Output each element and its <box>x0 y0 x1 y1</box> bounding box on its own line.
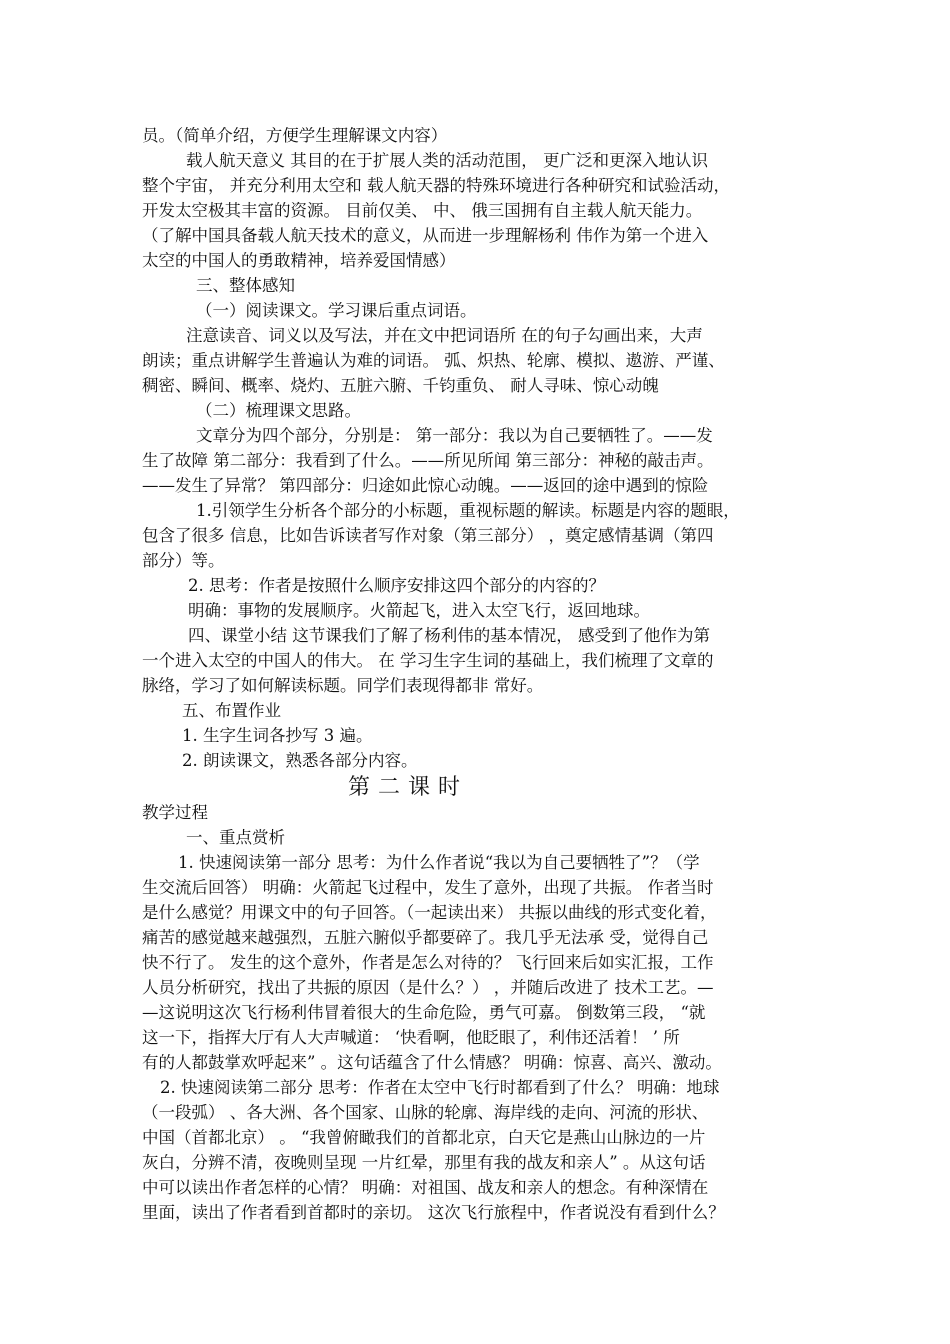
text-line: 脉络，学习了如何解读标题。同学们表现得都非 常好。 <box>142 676 544 695</box>
text-line: 朗读；重点讲解学生普遍认为难的词语。 弧、炽热、轮廓、模拟、遨游、严谨、 <box>142 351 725 370</box>
text-line: 灰白，分辨不清，夜晚则呈现 一片红晕，那里有我的战友和亲人” 。从这句话 <box>142 1153 706 1172</box>
text-line: 稠密、瞬间、概率、烧灼、五脏六腑、千钧重负、 耐人寻味、惊心动魄 <box>142 376 659 395</box>
text-line: 是什么感觉？用课文中的句子回答。（一起读出来） 共振以曲线的形式变化着， <box>142 903 717 922</box>
text-line: 开发太空极其丰富的资源。 目前仅美、 中、 俄三国拥有自主载人航天能力。 <box>142 201 703 220</box>
section-heading: 一、重点赏析 <box>186 828 285 847</box>
text-line: 中国（首都北京） 。 “我曾俯瞰我们的首都北京，白天它是燕山山脉边的一片 <box>142 1128 706 1147</box>
text-line: 生交流后回答） 明确：火箭起飞过程中，发生了意外，出现了共振。 作者当时 <box>142 878 714 897</box>
text-line: 注意读音、词义以及写法，并在文中把词语所 在的句子勾画出来，大声 <box>186 326 703 345</box>
text-line: 一个进入太空的中国人的伟大。 在 学习生字生词的基础上，我们梳理了文章的 <box>142 651 714 670</box>
text-line: （一段弧） 、各大洲、各个国家、山脉的轮廓、海岸线的走向、河流的形状、 <box>142 1103 709 1122</box>
text-line: 痛苦的感觉越来越强烈，五脏六腑似乎都要碎了。我几乎无法承 受，觉得自己 <box>142 928 709 947</box>
text-line: 2. 快速阅读第二部分 思考：作者在太空中飞行时都看到了什么？ 明确：地球 <box>160 1078 720 1097</box>
text-line: ——发生了异常？ 第四部分：归途如此惊心动魄。——返回的途中遇到的惊险 <box>142 476 709 495</box>
text-line: 太空的中国人的勇敢精神，培养爱国情感） <box>142 251 456 270</box>
text-line: 1.引领学生分析各个部分的小标题，重视标题的解读。标题是内容的题眼， <box>196 501 740 520</box>
text-line: 包含了很多 信息，比如告诉读者写作对象（第三部分） ，奠定感情基调（第四 <box>142 526 714 545</box>
section-heading: 三、整体感知 <box>196 276 295 295</box>
section-heading: 五、布置作业 <box>182 701 281 720</box>
text-line: 明确：事物的发展顺序。火箭起飞，进入太空飞行，返回地球。 <box>188 601 650 620</box>
text-line: 1. 快速阅读第一部分 思考：为什么作者说“我以为自己要牺牲了”？（学 <box>178 853 700 872</box>
text-line: 2. 朗读课文，熟悉各部分内容。 <box>182 751 418 770</box>
text-line: 1. 生字生词各抄写 3 遍。 <box>182 726 373 745</box>
text-line: 四、课堂小结 这节课我们了解了杨利伟的基本情况， 感受到了他作为第 <box>188 626 710 645</box>
text-line: 快不行了。 发生的这个意外，作者是怎么对待的？ 飞行回来后如实汇报，工作 <box>142 953 714 972</box>
text-line: 里面，读出了作者看到首都时的亲切。 这次飞行旅程中，作者说没有看到什么？ <box>142 1203 725 1222</box>
subsection-heading: （一）阅读课文。学习课后重点词语。 <box>196 301 477 320</box>
subsection-heading: （二）梳理课文思路。 <box>196 401 361 420</box>
text-line: 人员分析研究，找出了共振的原因（是什么？） ，并随后改进了 技术工艺。— <box>142 978 714 997</box>
text-line: 2. 思考：作者是按照什么顺序安排这四个部分的内容的？ <box>188 576 605 595</box>
text-line: 载人航天意义 其目的在于扩展人类的活动范围， 更广泛和更深入地认识 <box>186 151 708 170</box>
text-line: 员。（简单介绍，方便学生理解课文内容） <box>142 126 448 145</box>
lesson-title: 第二课时 <box>348 775 469 800</box>
text-line: 有的人都鼓掌欢呼起来” 。这句话蕴含了什么情感？ 明确：惊喜、高兴、激动。 <box>142 1053 722 1072</box>
text-line: 文章分为四个部分，分别是： 第一部分：我以为自己要牺牲了。——发 <box>196 426 713 445</box>
text-line: （了解中国具备载人航天技术的意义，从而进一步理解杨利 伟作为第一个进入 <box>142 226 709 245</box>
text-line: 部分）等。 <box>142 551 225 570</box>
text-line: —这说明这次飞行杨利伟冒着很大的生命危险，勇气可嘉。 倒数第三段， “就 <box>142 1003 706 1022</box>
text-line: 教学过程 <box>142 803 208 822</box>
text-line: 这一下，指挥大厅有人大声喊道： ‘快看啊，他眨眼了，利伟还活着！ ’ 所 <box>142 1028 680 1047</box>
text-line: 中可以读出作者怎样的心情？ 明确：对祖国、战友和亲人的想念。有种深情在 <box>142 1178 709 1197</box>
text-line: 生了故障 第二部分：我看到了什么。——所见所闻 第三部分：神秘的敲击声。 <box>142 451 714 470</box>
text-line: 整个宇宙， 并充分利用太空和 载人航天器的特殊环境进行各种研究和试验活动， <box>142 176 730 195</box>
